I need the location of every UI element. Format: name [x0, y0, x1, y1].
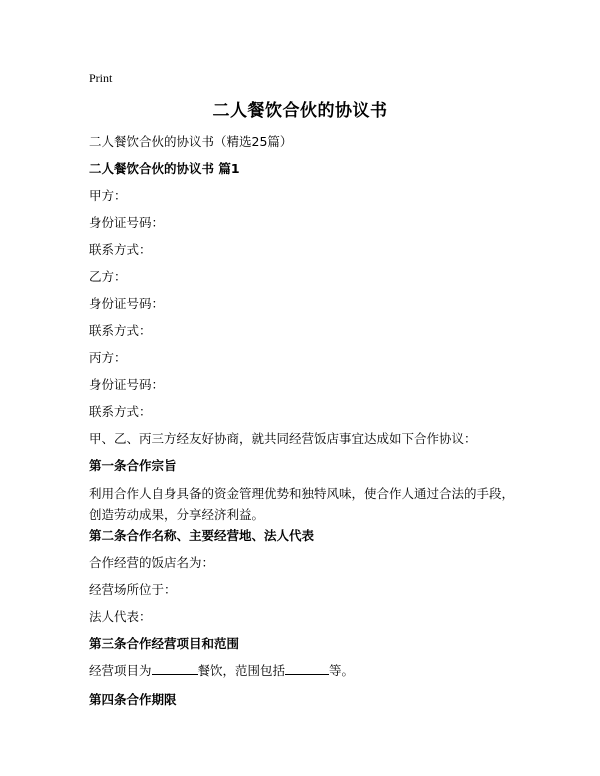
- party-a-contact-label: 联系方式：: [89, 242, 152, 257]
- party-a-id-label: 身份证号码：: [89, 215, 165, 230]
- article2-rep-label: 法人代表：: [89, 609, 152, 624]
- section-heading: 二人餐饮合伙的协议书 篇1: [89, 161, 240, 176]
- article2-name-label: 合作经营的饭店名为：: [89, 555, 215, 570]
- party-c-label: 丙方：: [89, 350, 127, 365]
- document-title: 二人餐饮合伙的协议书: [212, 101, 388, 121]
- party-b-contact-label: 联系方式：: [89, 323, 152, 338]
- article3-heading: 第三条合作经营项目和范围: [89, 636, 240, 651]
- fill-in-blank: [152, 661, 198, 675]
- party-b-label: 乙方：: [89, 269, 127, 284]
- article2-location-label: 经营场所位于：: [89, 582, 177, 597]
- article3-text-part3: 等。: [329, 663, 355, 678]
- party-b-id-label: 身份证号码：: [89, 296, 165, 311]
- document-subtitle: 二人餐饮合伙的协议书（精选25篇）: [89, 134, 293, 149]
- intro-paragraph: 甲、乙、丙三方经友好协商，就共同经营饭店事宜达成如下合作协议：: [89, 431, 477, 446]
- article1-heading: 第一条合作宗旨: [89, 458, 177, 473]
- article4-heading: 第四条合作期限: [89, 692, 177, 707]
- print-label: Print: [89, 71, 113, 85]
- article3-text-part2: 餐饮，范围包括: [197, 663, 286, 678]
- article3-body: [89, 661, 521, 681]
- article2-heading: 第二条合作名称、主要经营地、法人代表: [89, 528, 315, 543]
- article1-body: 利用合作人自身具备的资金管理优势和独特风味，使合作人通过合法的手段，创造劳动成果，分享经济利益。: [89, 486, 515, 522]
- party-c-contact-label: 联系方式：: [89, 404, 152, 419]
- fill-in-blank: [285, 661, 329, 675]
- party-c-id-label: 身份证号码：: [89, 377, 165, 392]
- party-a-label: 甲方：: [89, 188, 127, 203]
- article3-text-part1: 经营项目为: [89, 663, 152, 678]
